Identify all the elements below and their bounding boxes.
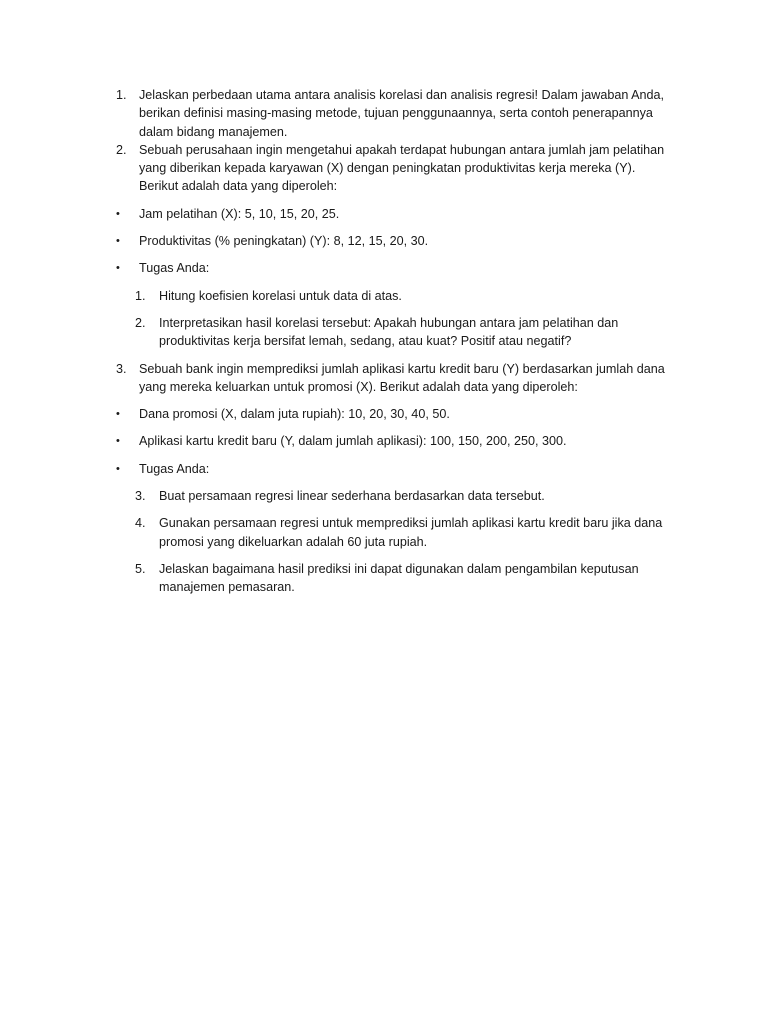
list-item-text: Tugas Anda:	[139, 261, 210, 276]
question-number: 2.	[116, 142, 127, 157]
task-text: Interpretasikan hasil korelasi tersebut: Apakah hubungan antara jam pelatihan dan produktivitas kerja bersifat lemah, sedang, atau kuat? Positif atau negatif?	[159, 315, 619, 349]
bullet-icon: •	[116, 408, 120, 421]
list-item	[112, 232, 678, 250]
task-number: 2.	[135, 315, 146, 330]
list-item	[112, 205, 678, 223]
question-text: Sebuah perusahaan ingin mengetahui apakah terdapat hubungan antara jumlah jam pelatihan yang diberikan kepada karyawan (X) dengan peningkatan produktivitas kerja mereka (Y). Berikut adalah data yang diperoleh:	[139, 142, 665, 194]
question-1	[112, 86, 678, 141]
bullet-list	[112, 405, 678, 478]
list-item	[112, 460, 678, 478]
list-item-text: Aplikasi kartu kredit baru (Y, dalam jumlah aplikasi): 100, 150, 200, 250, 300.	[139, 434, 567, 449]
task-number: 1.	[135, 288, 146, 303]
task-number: 5.	[135, 561, 146, 576]
list-item	[112, 259, 678, 277]
bullet-icon: •	[116, 462, 120, 475]
question-number: 3.	[116, 361, 127, 376]
document-body	[112, 86, 678, 606]
question-3	[112, 360, 678, 397]
task-number: 4.	[135, 516, 146, 531]
bullet-icon: •	[116, 207, 120, 220]
list-item	[112, 405, 678, 423]
task-number: 3.	[135, 489, 146, 504]
task-list	[112, 487, 678, 596]
task-text: Hitung koefisien korelasi untuk data di atas.	[159, 288, 402, 303]
list-item	[112, 432, 678, 450]
task-text: Jelaskan bagaimana hasil prediksi ini dapat digunakan dalam pengambilan keputusan manajemen pemasaran.	[159, 561, 639, 595]
bullet-icon: •	[116, 435, 120, 448]
question-text: Jelaskan perbedaan utama antara analisis korelasi dan analisis regresi! Dalam jawaban Anda, berikan definisi masing-masing metode, tujuan penggunaannya, serta contoh penerapannya dalam bidang manajemen.	[139, 88, 665, 139]
list-item-text: Produktivitas (% peningkatan) (Y): 8, 12, 15, 20, 30.	[139, 234, 429, 249]
task-item	[112, 487, 678, 505]
task-item	[112, 514, 678, 551]
bullet-icon: •	[116, 262, 120, 275]
question-number: 1.	[116, 88, 127, 102]
task-item	[112, 287, 678, 305]
task-text: Gunakan persamaan regresi untuk memprediksi jumlah aplikasi kartu kredit baru jika dana promosi yang dikeluarkan adalah 60 juta rupiah.	[159, 516, 663, 549]
question-text: Sebuah bank ingin memprediksi jumlah aplikasi kartu kredit baru (Y) berdasarkan jumlah dana yang mereka keluarkan untuk promosi (X). Berikut adalah data yang diperoleh:	[139, 361, 665, 394]
task-list	[112, 287, 678, 351]
question-2	[112, 141, 678, 196]
list-item-text: Jam pelatihan (X): 5, 10, 15, 20, 25.	[139, 206, 340, 221]
task-item	[112, 560, 678, 597]
bullet-icon: •	[116, 235, 120, 248]
list-item-text: Tugas Anda:	[139, 461, 210, 476]
list-item-text: Dana promosi (X, dalam juta rupiah): 10, 20, 30, 40, 50.	[139, 407, 450, 422]
task-item	[112, 314, 678, 351]
task-text: Buat persamaan regresi linear sederhana berdasarkan data tersebut.	[159, 489, 545, 504]
bullet-list	[112, 205, 678, 278]
